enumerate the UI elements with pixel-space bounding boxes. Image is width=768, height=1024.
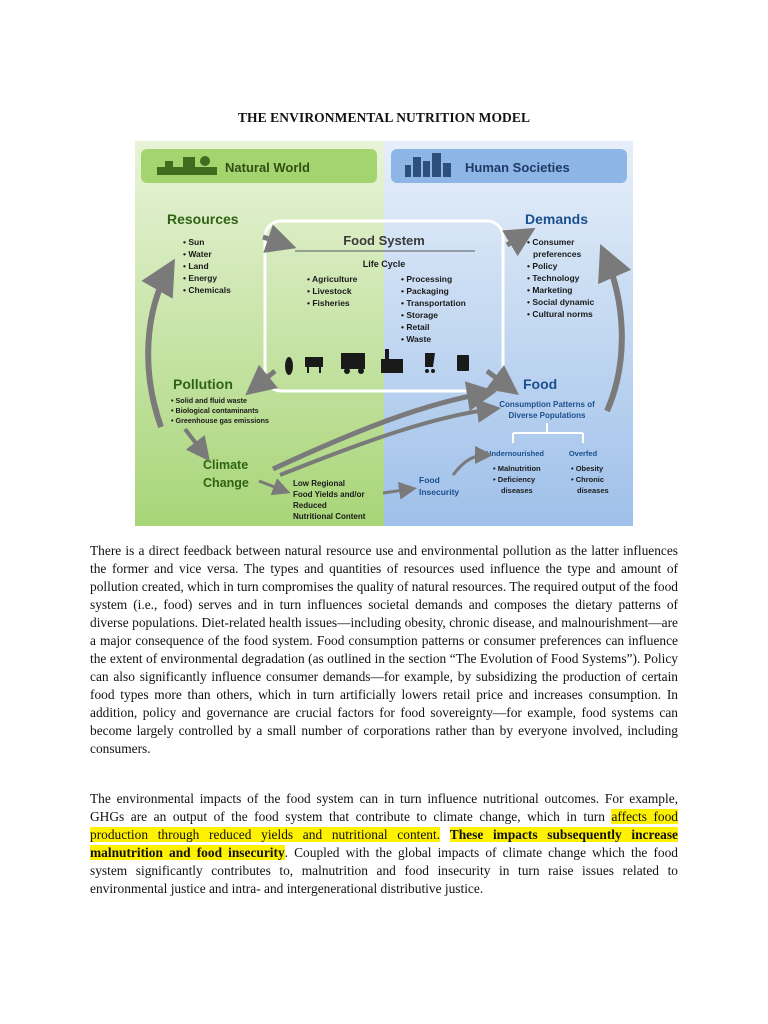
demands-item: • Social dynamic <box>527 297 595 307</box>
demands-item: • Consumer <box>527 237 575 247</box>
undernourished-item: diseases <box>501 486 533 495</box>
low-yields-line: Nutritional Content <box>293 512 366 521</box>
pollution-item: • Greenhouse gas emissions <box>171 416 269 425</box>
factory-icon <box>381 359 403 373</box>
human-societies-label: Human Societies <box>465 160 570 175</box>
highlight-reduced-yields: affects food production through reduced yields and nutritional content. <box>90 809 678 842</box>
truck-icon <box>341 353 365 369</box>
food-system-left-item: • Livestock <box>307 286 352 296</box>
undernourished-item: • Deficiency <box>493 475 536 484</box>
natural-world-label: Natural World <box>225 160 310 175</box>
demands-item: • Cultural norms <box>527 309 593 319</box>
pollution-item: • Biological contaminants <box>171 406 259 415</box>
overfed-item: • Chronic <box>571 475 605 484</box>
cow-icon <box>305 357 323 367</box>
highlight-malnutrition: These impacts subsequently increase malnutrition and food insecurity <box>90 827 678 860</box>
low-yields-line: Food Yields and/or <box>293 490 365 499</box>
resources-item: • Land <box>183 261 209 271</box>
paragraph-impacts-space <box>440 827 450 842</box>
overfed-item: • Obesity <box>571 464 604 473</box>
corn-icon <box>285 357 293 375</box>
food-system-heading: Food System <box>343 233 425 248</box>
document-title: THE ENVIRONMENTAL NUTRITION MODEL <box>237 110 531 125</box>
food-system-right-item: • Processing <box>401 274 453 284</box>
demands-item: • Policy <box>527 261 558 271</box>
environmental-nutrition-model-figure <box>135 141 633 526</box>
paragraph-impacts-text: The environmental impacts of the food system can in turn influence nutritional outcomes. For example, GHGs are an output of the food system that contribute to climate change, which in turn <box>90 791 678 824</box>
undernourished-item: • Malnutrition <box>493 464 541 473</box>
undernourished-label: Undernourished <box>486 449 544 458</box>
food-heading: Food <box>523 376 558 392</box>
resources-heading: Resources <box>167 211 239 227</box>
overfed-label: Overfed <box>568 449 598 458</box>
low-yields-line: Low Regional <box>293 479 345 488</box>
paragraph-feedback: There is a direct feedback between natural resource use and environmental pollution as the latter influences the former and vice versa. The types and quantities of resources used influence the type and amount of pollution created, which in turn compromises the quality of natural resources. The required output of the food system (i.e., food) serves and in turn influences societal demands and composes the dietary patterns of diverse populations. Diet-related health issues—including obesity, chronic disease, and malnourishment—are a major consequence of the food system. Food consumption patterns or consumer preferences can influence the extent of environmental degradation (as outlined in the section “The Evolution of Food Systems”). Policy can also significantly influence consumer demands—for example, by subsidizing the production of certain food types more than others, which in turn artificially lowers retail price and increases consumption. In addition, policy and governance are crucial factors for food sovereignty—for example, food systems can become largely controlled by a small number of corporations rather than by everyone involved, including consumers. <box>90 543 678 756</box>
demands-heading: Demands <box>525 211 589 227</box>
food-system-left-item: • Fisheries <box>307 298 350 308</box>
trash-can-icon <box>457 355 469 371</box>
food-system-right-item: • Packaging <box>401 286 449 296</box>
resources-item: • Sun <box>183 237 205 247</box>
food-insecurity-label: Insecurity <box>419 487 460 497</box>
resources-item: • Water <box>183 249 212 259</box>
consumption-patterns-line: Diverse Populations <box>508 411 586 420</box>
pollution-heading: Pollution <box>173 376 233 392</box>
consumption-patterns-line: Consumption Patterns of <box>499 400 595 409</box>
paragraph-impacts <box>90 790 678 898</box>
food-insecurity-label: Food <box>419 475 440 485</box>
demands-item: • Marketing <box>527 285 573 295</box>
overfed-item: diseases <box>577 486 609 495</box>
food-system-right-item: • Retail <box>401 322 430 332</box>
food-system-left-item: • Agriculture <box>307 274 358 284</box>
paragraph-impacts-text-end: . Coupled with the global impacts of climate change which the food system significantly contributes to, malnutrition and food insecurity in turn raise issues related to environmental justice and intra- and intergenerational distributive justice. <box>90 845 678 896</box>
demands-item: • Technology <box>527 273 580 283</box>
resources-item: • Energy <box>183 273 218 283</box>
food-system-right-item: • Storage <box>401 310 438 320</box>
resources-item: • Chemicals <box>183 285 231 295</box>
food-system-right-item: • Waste <box>401 334 432 344</box>
life-cycle-label: Life Cycle <box>362 259 406 269</box>
climate-change-label: Climate <box>203 458 249 472</box>
low-yields-line: Reduced <box>293 501 327 510</box>
natural-world-background <box>135 141 384 526</box>
pollution-item: • Solid and fluid waste <box>171 396 247 405</box>
food-system-right-item: • Transportation <box>401 298 466 308</box>
figure-svg <box>135 141 633 526</box>
climate-change-label: Change <box>203 476 249 490</box>
demands-item: preferences <box>533 249 582 259</box>
